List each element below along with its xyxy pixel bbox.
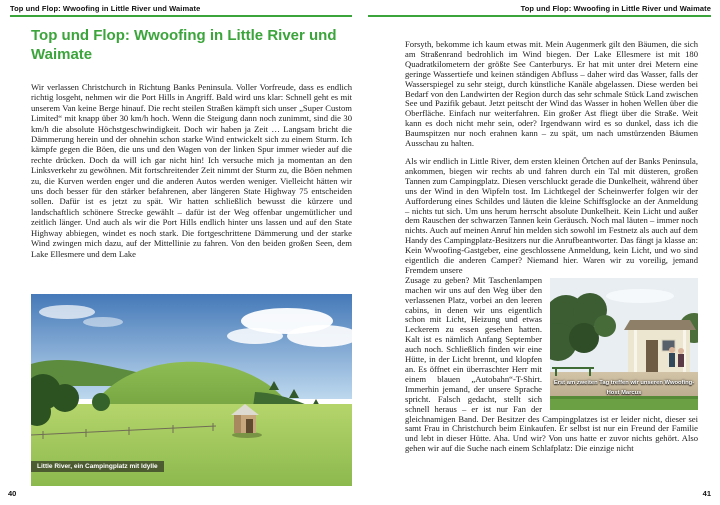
wwoofing-host-photo [550, 278, 698, 410]
paragraph: Wir verlassen Christchurch in Richtung Banks Peninsula. Voller Vorfreude, dass es endlich richtig losgeht, nehmen wir die Port Hills in Angriff. Bald wird uns klar: Schnell geht es mit unserem Van keine Berge hinauf. Die recht steilen Straßen kämpft sich unser „Super Custom Limited“ mit knapp über 30 km/h hoch. Wenn die Steigung dann noch zunimmt, sind die 30 km/h die absolute Höchstgeschwindigkeit. Doch wir haben ja Zeit … Langsam bricht die Dämmerung herein und der ohnehin schon starke Wind entwickelt sich zu einem Sturm. Ich kämpfe gegen die Böen, die uns und den Wagen von der linken Spur immer wieder auf die rechte drücken. Doch da will ich gar nicht hin! Ich versuche mich ja momentan an den Linksverkehr zu gewöhnen. Mit fortschreitender Zeit nimmt der Sturm zu, die Böen nehmen zu, die Kurven werden enger und die anderen Autos werden weniger. Vielleicht hätten wir uns doch besser für den stärker befahrenen, aber längeren State Highway 75 entscheiden sollen. Dafür ist es jetzt zu spät. Wir hatten schließlich bewusst die kürzere und landschaftlich schönere Strecke gewählt – dafür ist der Weg offenbar ungemütlicher und zeitlich länger. Und auch als wir die Port Hills endlich hinter uns lassen und auf den State Highway abbiegen, windet es noch stark. Die fortgeschrittene Dämmerung und der starke Wind zwingen mich dazu, auf der Mittellinie zu fahren. Von den beiden großen Seen, dem Lake Ellesmere und dem Lake [31, 82, 352, 259]
header-rule-right [368, 15, 711, 17]
paragraph-text: Als wir endlich in Little River, dem ersten kleinen Örtchen auf der Banks Peninsula, ankommen, biegen wir rechts ab und fahren durch ein Tal mit düsteren, großen Tannen zum Campingplatz. Diesen verschluckt gerade die Dunkelheit, während über uns der Wind in den Wipfeln tost. Im Lichtkegel der Scheinwerfer folgen wir der Aufforderung eines Schildes und läuten die kleine Schiffsglocke an der Anmeldung – nichts tut sich. Um uns herum herrscht absolute Dunkelheit. Kein Licht und außer dem Rauschen der schwarzen Tannen kein Geräusch. Noch mal läuten – immer noch nichts. Auch auf meinen Anruf hin melden sich sowohl im Festnetz als auch auf dem Handy des Campingplatz-Besitzers nur die Anrufbeantworter. Das fängt ja klasse an: Kein Wwoofing-Gastgeber, eine geschlossene Anmeldung, kein Licht, und wo sind eigentlich die anderen Camper? Niemand hier. Waren wir zu voreilig, jemand Fremdem unsere [405, 155, 698, 275]
page-number-left: 40 [8, 489, 17, 498]
meadow [31, 404, 352, 486]
left-page-body [31, 82, 352, 259]
right-page-body [405, 40, 698, 454]
landscape-illustration [31, 294, 352, 486]
photo-caption: Erst am zweiten Tag treffen wir unseren Wwoofing-Host Marcus [553, 380, 695, 396]
little-river-photo [31, 294, 352, 486]
paragraph: Forsyth, bekomme ich kaum etwas mit. Mein Augenmerk gilt den Bäumen, die sich am Straßenrand bedrohlich im Wind biegen. Der Lake Ellesmere ist mit 180 Quadratkilometern der größte See Canterburys. Er hat mit unter drei Metern eine geringe Wassertiefe und keinen ständigen Abfluss – daher wird das Wasser, falls der Wasserspiegel zu sehr steigt, durch künstliche Kanäle abgelassen. Diese werden bei Bedarf von den Landwirten der Region durch das sehr schmale Stück Land zwischen See und Pazifik gebaut. Jetzt peitscht der Wind das Wasser in hohen Wellen über die Oberfläche. Einfach nur weiterfahren. Ein großer Ast fliegt über die Straße. Weit kann es doch nicht mehr sein, oder? Irgendwann wird es so dunkel, dass ich die Baumspitzen nur noch erahnen kann – zu spät, um nach umstürzenden Bäumen Ausschau zu halten. [405, 39, 698, 149]
page-title: Top und Flop: Wwoofing in Little River und Waimate [31, 27, 337, 63]
running-header-right: Top und Flop: Wwoofing in Little River und Waimate [520, 4, 711, 13]
cabin [624, 320, 696, 372]
photo-caption: Little River, ein Campingplatz mit Idylle [31, 461, 164, 472]
paragraph [405, 157, 698, 276]
page-number-right: 41 [702, 489, 711, 498]
header-rule-left [10, 15, 352, 17]
paragraph-text: Zusage zu geben? Mit Taschenlampen machen wir uns auf den Weg über den verlassenen Platz, vorbei an den leeren cabins, in denen wir uns eigentlich schon mit Licht, Heizung und etwas Leckerem zu essen gesehen hatten. Kalt ist es nämlich Anfang September auch noch. Schließlich finden wir eine Hütte, in der Licht brennt, und klopfen an. Es öffnet ein überraschter Herr mit einem blauen „Autobahn“-T-Shirt. Immerhin jemand, der unsere Sprache spricht. Falsch gedacht, stellt sich schnell heraus – er ist nur Fan der gleichnamigen Band. Der Besitzer des Campingplatzes ist er leider nicht, dieser sei samt Frau in Christchurch beim Einkaufen. Er selbst ist nur ein Freund der Familie und lebt in dieser Hütte. Aha. Und wir? Von uns hatte er zuvor nichts gehört. Also gehen wir auf die Suche nach einem Schlafplatz: Die einzige nicht [405, 274, 698, 454]
running-header-left: Top und Flop: Wwoofing in Little River und Waimate [10, 4, 201, 13]
